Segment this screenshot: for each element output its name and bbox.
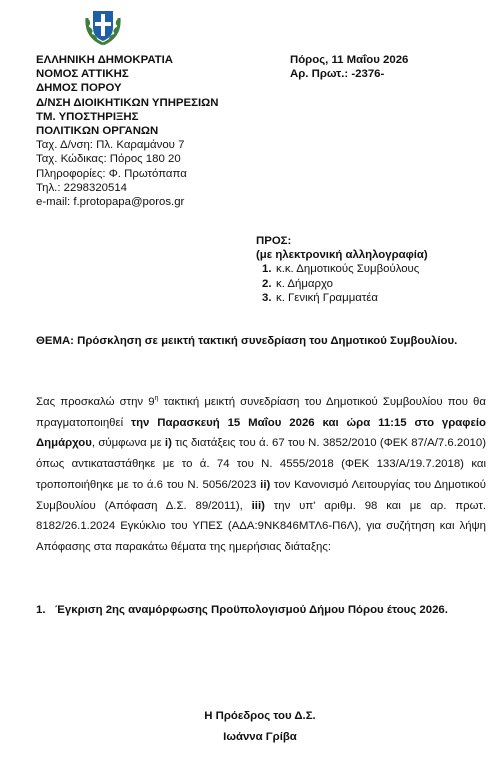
directorate-name: Δ/ΝΣΗ ΔΙΟΙΚΗΤΙΚΩΝ ΥΠΗΡΕΣΙΩΝ xyxy=(36,96,219,109)
signature-block xyxy=(160,706,360,748)
postal-address: Ταχ. Δ/νση: Πλ. Καραμάνου 7 xyxy=(36,139,185,152)
postal-code: Ταχ. Κώδικας: Πόρος 180 20 xyxy=(36,153,181,166)
subject-text: Πρόσκληση σε μεικτή τακτική συνεδρίαση του Δημοτικού Συμβουλίου. xyxy=(77,335,458,347)
agenda-list xyxy=(36,600,486,621)
list-item: 2. κ. Δήμαρχο xyxy=(262,277,333,290)
greek-emblem-logo xyxy=(84,6,122,48)
sender-block xyxy=(36,53,218,209)
signatory-name: Ιωάννα Γρίβα xyxy=(223,731,297,743)
recipients-subtitle: (με ηλεκτρονική αλληλογραφία) xyxy=(256,249,428,262)
recipients-block xyxy=(256,234,428,305)
agenda-item: 1. Έγκριση 2ης αναμόρφωσης Προϋπολογισμού Δήμου Πόρου έτους 2026. xyxy=(36,604,448,616)
subject-label: ΘΕΜΑ: xyxy=(36,335,74,347)
protocol-number: Αρ. Πρωτ.: -2376- xyxy=(290,68,385,81)
department-name: ΤΜ. ΥΠΟΣΤΗΡΙΞΗΣ xyxy=(36,110,139,123)
email-address: e-mail: f.protopapa@poros.gr xyxy=(36,196,185,209)
recipients-title: ΠΡΟΣ: xyxy=(256,235,292,247)
date-protocol-block xyxy=(290,53,408,81)
contact-person: Πληροφορίες: Φ. Πρωτόπαπα xyxy=(36,167,187,180)
department-name-cont: ΠΟΛΙΤΙΚΩΝ ΟΡΓΑΝΩΝ xyxy=(36,125,159,138)
subject-line xyxy=(36,332,486,351)
phone-number: Τηλ.: 2298320514 xyxy=(36,181,127,194)
signatory-role: Η Πρόεδρος του Δ.Σ. xyxy=(204,710,316,722)
recipients-list xyxy=(256,262,428,305)
list-item: 1. κ.κ. Δημοτικούς Συμβούλους xyxy=(262,263,420,276)
country-name: ΕΛΛΗΝΙΚΗ ΔΗΜΟΚΡΑΤΙΑ xyxy=(36,54,173,66)
list-item: 3. κ. Γενική Γραμματέα xyxy=(262,291,379,304)
prefecture-name: ΝΟΜΟΣ ΑΤΤΙΚΗΣ xyxy=(36,68,129,81)
meeting-datetime: την Παρασκευή 15 Μαΐου 2026 και ώρα 11:15 στο γραφείο Δημάρχου xyxy=(36,416,486,450)
municipality-name: ΔΗΜΟΣ ΠΟΡΟΥ xyxy=(36,82,122,95)
body-paragraph: Σας προσκαλώ στην $9^\eta$ τακτική μεικτή συνεδρίαση του Δημοτικού Συμβουλίου που θα πραγματοποιηθεί την Παρασκευή 15 Μαΐου 2026 και ώρα 11:15 στο γραφείο Δημάρχου, σύμφωνα με i) τις διατάξεις του ά. 67 του Ν. 3852/2010 (ΦΕΚ 87/Α/7.6.2010) όπως αντικαταστάθηκε με το ά. 74 του Ν. 4555/2018 (ΦΕΚ 133/Α/19.7.2018) και τροποποιήθηκε με το ά.6 του Ν. 5056/2023 ii) τον Κανονισμό Λειτουργίας του Δημοτικού Συμβουλίου (Απόφαση Δ.Σ. 89/2011), iii) την υπ' αριθμ. 98 και με αρ. πρωτ. 8182/26.1.2024 Εγκύκλιο του ΥΠΕΣ (ΑΔΑ:9ΝΚ846ΜΤΛ6-Π6Λ), για συζήτηση και λήψη Απόφασης στα παρακάτω θέματα της ημερήσιας διάταξης: xyxy=(36,395,486,553)
document-date: Πόρος, 11 Μαΐου 2026 xyxy=(290,54,409,66)
